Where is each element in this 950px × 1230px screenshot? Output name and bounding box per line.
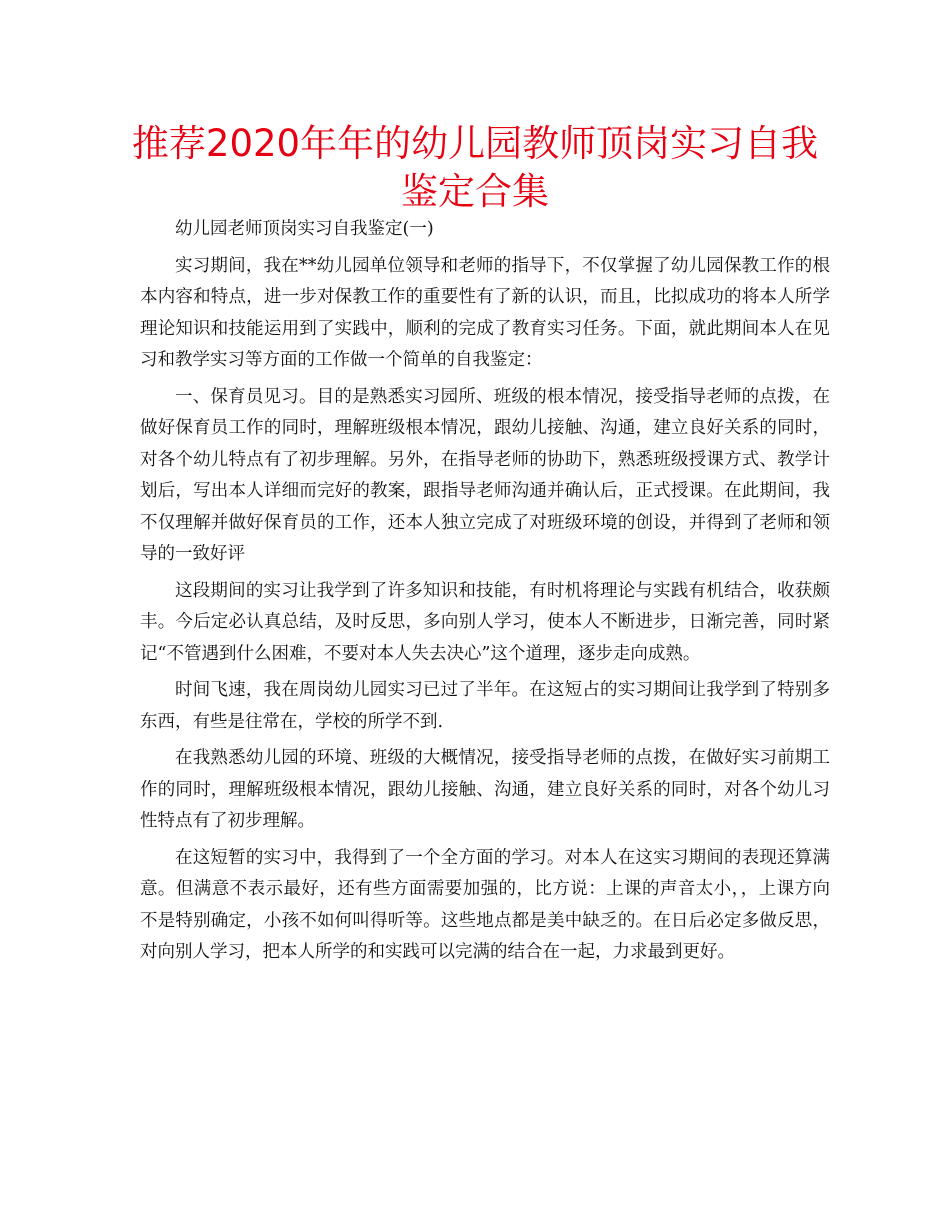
paragraph-intro: 实习期间，我在**幼儿园单位领导和老师的指导下，不仅掌握了幼儿园保教工作的根本内容和特点，进一步对保教工作的重要性有了新的认识，而且，比拟成功的将本人所学理论知识和技能运用到了实践中，顺利的完成了教育实习任务。下面，就此期间本人在见习和教学实习等方面的工作做一个简单的自我鉴定： (140, 255, 830, 370)
document-title-line-1: 推荐2020年年的幼儿园教师顶岗实习自我 (131, 122, 819, 165)
document-title-line-2: 鉴定合集 (401, 170, 549, 213)
document-body (140, 214, 830, 969)
paragraph-familiarization: 在我熟悉幼儿园的环境、班级的大概情况，接受指导老师的点拨，在做好实习前期工作的同时，理解班级根本情况，跟幼儿接触、沟通，建立良好关系的同时，对各个幼儿习性特点有了初步理解。 (140, 748, 830, 831)
paragraph-reflection: 这段期间的实习让我学到了许多知识和技能，有时机将理论与实践有机结合，收获颇丰。今后定必认真总结，及时反思，多向别人学习，使本人不断进步，日渐完善，同时紧记“不管遇到什么困难，不要对本人失去决心”这个道理，逐步走向成熟。 (140, 580, 830, 664)
paragraph-nursery-assistant: 一、保育员见习。目的是熟悉实习园所、班级的根本情况，接受指导老师的点拨，在做好保育员工作的同时，理解班级根本情况，跟幼儿接触、沟通，建立良好关系的同时，对各个幼儿特点有了初步理解。另外，在指导老师的协助下，熟悉班级授课方式、教学计划后，写出本人详细而完好的教案，跟指导老师沟通并确认后，正式授课。在此期间，我不仅理解并做好保育员的工作，还本人独立完成了对班级环境的创设，并得到了老师和领导的一致好评 (140, 386, 830, 564)
paragraph-half-year: 时间飞速，我在周岗幼儿园实习已过了半年。在这短占的实习期间让我学到了特别多东西，有些是往常在，学校的所学不到. (140, 680, 830, 732)
paragraph-summary: 在这短暂的实习中，我得到了一个全方面的学习。对本人在这实习期间的表现还算满意。但满意不表示最好，还有些方面需要加强的，比方说：上课的声音太小，，上课方向不是特别确定，小孩不如何叫得听等。这些地点都是美中缺乏的。在日后必定多做反思，对向别人学习，把本人所学的和实践可以完满的结合在一起，力求最到更好。 (140, 847, 830, 962)
section-heading: 幼儿园老师顶岗实习自我鉴定(一) (175, 219, 434, 239)
document-title (120, 120, 830, 216)
